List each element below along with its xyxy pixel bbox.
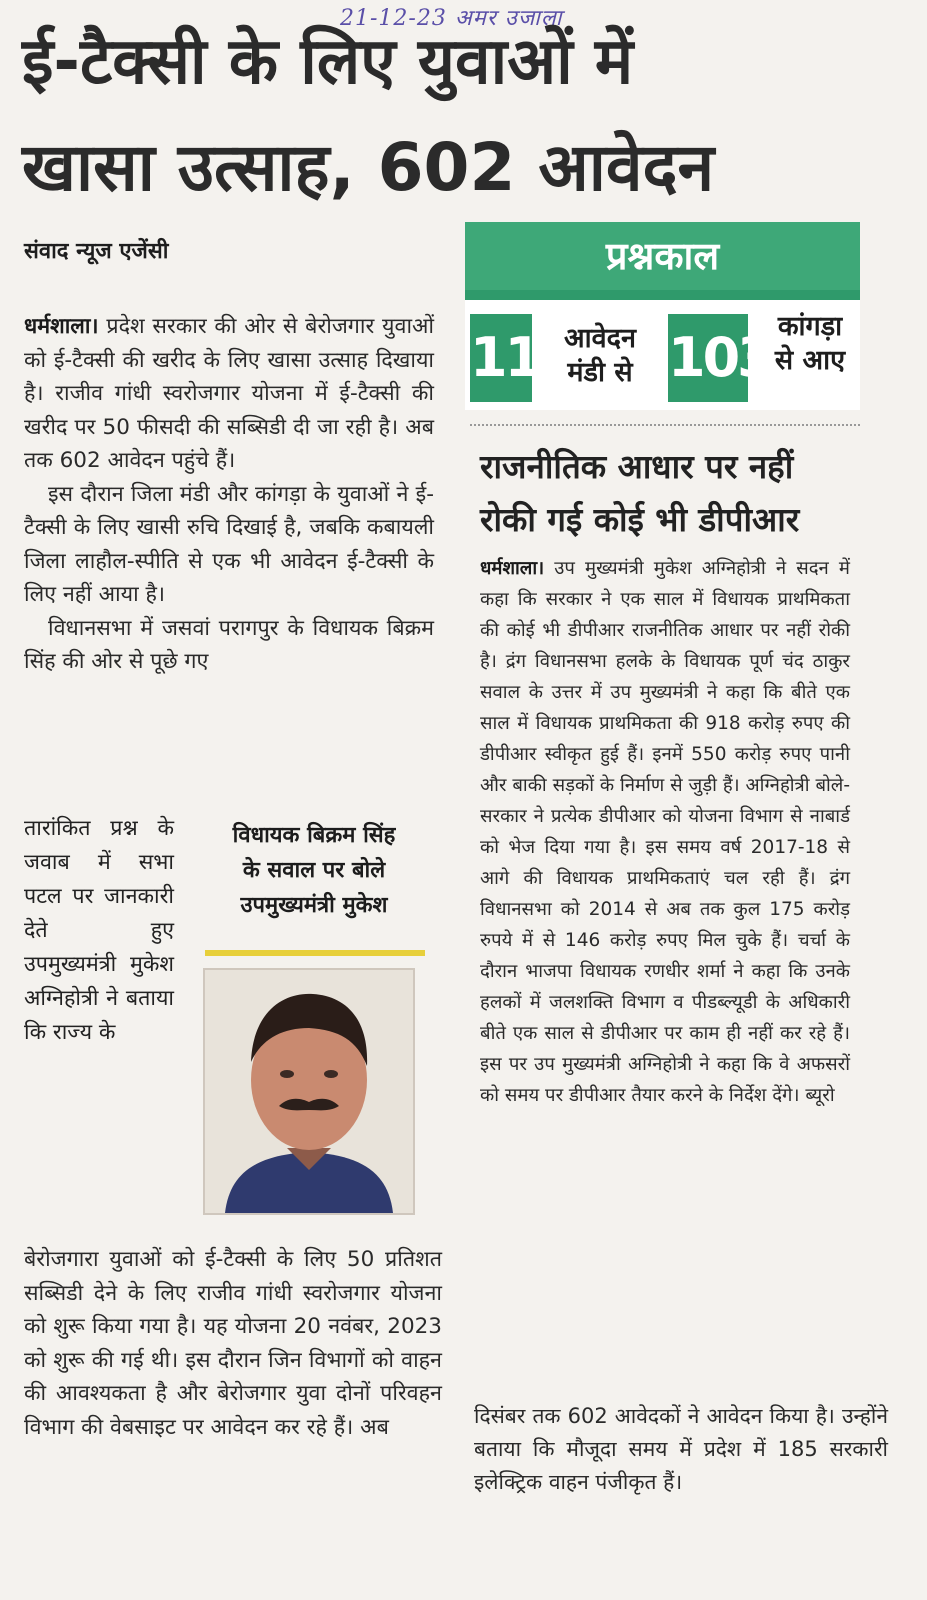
- pull-quote-line-2: के सवाल पर बोले: [242, 858, 386, 883]
- stat-mandi-number: 113: [470, 314, 532, 402]
- pull-quote: [198, 818, 430, 923]
- second-story-headline-line-1: राजनीतिक आधार पर नहीं: [480, 447, 794, 486]
- article-column-bottom: बेरोजगारा युवाओं को ई-टैक्सी के लिए 50 प्रतिशत सब्सिडी देने के लिए राजीव गांधी स्वरोजगार योजना को शुरू किया गया है। यह योजना 20 नवंबर, 2023 को शुरू की गई थी। इस दौरान जिन विभागों को वाहन की आवश्यकता है और बेरोजगार युवा दोनों परिवहन विभाग की वेबसाइट पर आवेदन कर रहे हैं। अब: [24, 1247, 442, 1440]
- article-continuation: दिसंबर तक 602 आवेदकों ने आवेदन किया है। उन्होंने बताया कि मौजूदा समय में प्रदेश में 185 सरकारी इलेक्ट्रिक वाहन पंजीकृत हैं।: [474, 1404, 888, 1494]
- stat-kangra-label-line-2: से आए: [774, 345, 846, 376]
- pull-quote-rule: [205, 950, 425, 956]
- stat-mandi-label: [540, 322, 660, 390]
- article-paragraph-2: इस दौरान जिला मंडी और कांगड़ा के युवाओं ने ई-टैक्सी के लिए खासी रुचि दिखाई है, जबकि कबायली जिला लाहौल-स्पीति से एक भी आवेदन ई-टैक्सी के लिए नहीं आया है।: [24, 481, 434, 607]
- stat-mandi-label-line-2: मंडी से: [567, 357, 633, 388]
- article-paragraph-1: [24, 310, 434, 478]
- portrait-illustration: [205, 970, 413, 1213]
- article-column-top: [24, 310, 434, 679]
- second-story-text: उप मुख्यमंत्री मुकेश अग्निहोत्री ने सदन में कहा कि सरकार ने एक साल में विधायक प्राथमिकता की कोई भी डीपीआर राजनीतिक आधार पर नहीं रोकी है। द्रंग विधानसभा हलके के विधायक पूर्ण चंद ठाकुर सवाल के उत्तर में उप मुख्यमंत्री ने कहा कि बीते एक साल में विधायक प्राथमिकता की 918 करोड़ रुपए की डीपीआर स्वीकृत हुई हैं। इनमें 550 करोड़ रुपए पानी और बाकी सड़कों के निर्माण से जुड़ी हैं। अग्निहोत्री बोले-सरकार ने प्रत्येक डीपीआर को योजना विभाग से नाबार्ड को भेज दिया गया है। इस समय वर्ष 2017-18 से आगे की विधायक प्राथमिकताएं चल रही हैं। द्रंग विधानसभा को 2014 से अब तक कुल 175 करोड़ रुपये में से 146 करोड़ रुपए मिल चुके हैं। चर्चा के दौरान भाजपा विधायक रणधीर शर्मा ने कहा कि उनके हलकों में जलशक्ति विभाग व पीडब्ल्यूडी के अधिकारी बीते एक साल से डीपीआर पर काम ही नहीं कर रहे हैं। इस पर उप मुख्यमंत्री अग्निहोत्री ने कहा कि वे अफसरों को समय पर डीपीआर तैयार करने के निर्देश देंगे। ब्यूरो: [480, 558, 851, 1106]
- stat-kangra-label: [755, 310, 865, 378]
- headline-line-2: खासा उत्साह, 602 आवेदन: [22, 129, 715, 206]
- byline: संवाद न्यूज एजेंसी: [24, 239, 169, 264]
- headline-line-1: ई-टैक्सी के लिए युवाओं में: [22, 25, 634, 99]
- question-hour-title: प्रश्नकाल: [465, 222, 860, 290]
- article-narrow-column: तारांकित प्रश्न के जवाब में सभा पटल पर जानकारी देते हुए उपमुख्यमंत्री मुकेश अग्निहोत्री ने बताया कि राज्य के: [24, 816, 174, 1045]
- second-story-headline: [480, 440, 865, 546]
- second-story-headline-line-2: रोकी गई कोई भी डीपीआर: [480, 500, 800, 539]
- article-dateline: धर्मशाला।: [24, 314, 99, 339]
- pull-quote-line-3: उपमुख्यमंत्री मुकेश: [240, 893, 388, 918]
- section-divider: [470, 424, 860, 426]
- stat-kangra-number: 103: [668, 314, 748, 402]
- second-story-dateline: धर्मशाला।: [480, 558, 545, 579]
- stat-kangra-label-line-1: कांगड़ा: [777, 311, 843, 342]
- handwritten-date-note: 21-12-23 अमर उजाला: [340, 6, 563, 31]
- article-paragraph-1-text: प्रदेश सरकार की ओर से बेरोजगार युवाओं को ई-टैक्सी की खरीद के लिए खासा उत्साह दिखाया है। राजीव गांधी स्वरोजगार योजना में ई-टैक्सी की खरीद पर 50 फीसदी की सब्सिडी दी जा रही है। अब तक 602 आवेदन पहुंचे हैं।: [24, 314, 434, 473]
- article-paragraph-3: विधानसभा में जसवां परागपुर के विधायक बिक्रम सिंह की ओर से पूछे गए: [24, 615, 434, 674]
- stat-mandi-label-line-1: आवेदन: [564, 323, 636, 354]
- second-story-body: [480, 553, 850, 1111]
- pull-quote-line-1: विधायक बिक्रम सिंह: [232, 823, 396, 848]
- person-portrait-icon: [203, 968, 415, 1215]
